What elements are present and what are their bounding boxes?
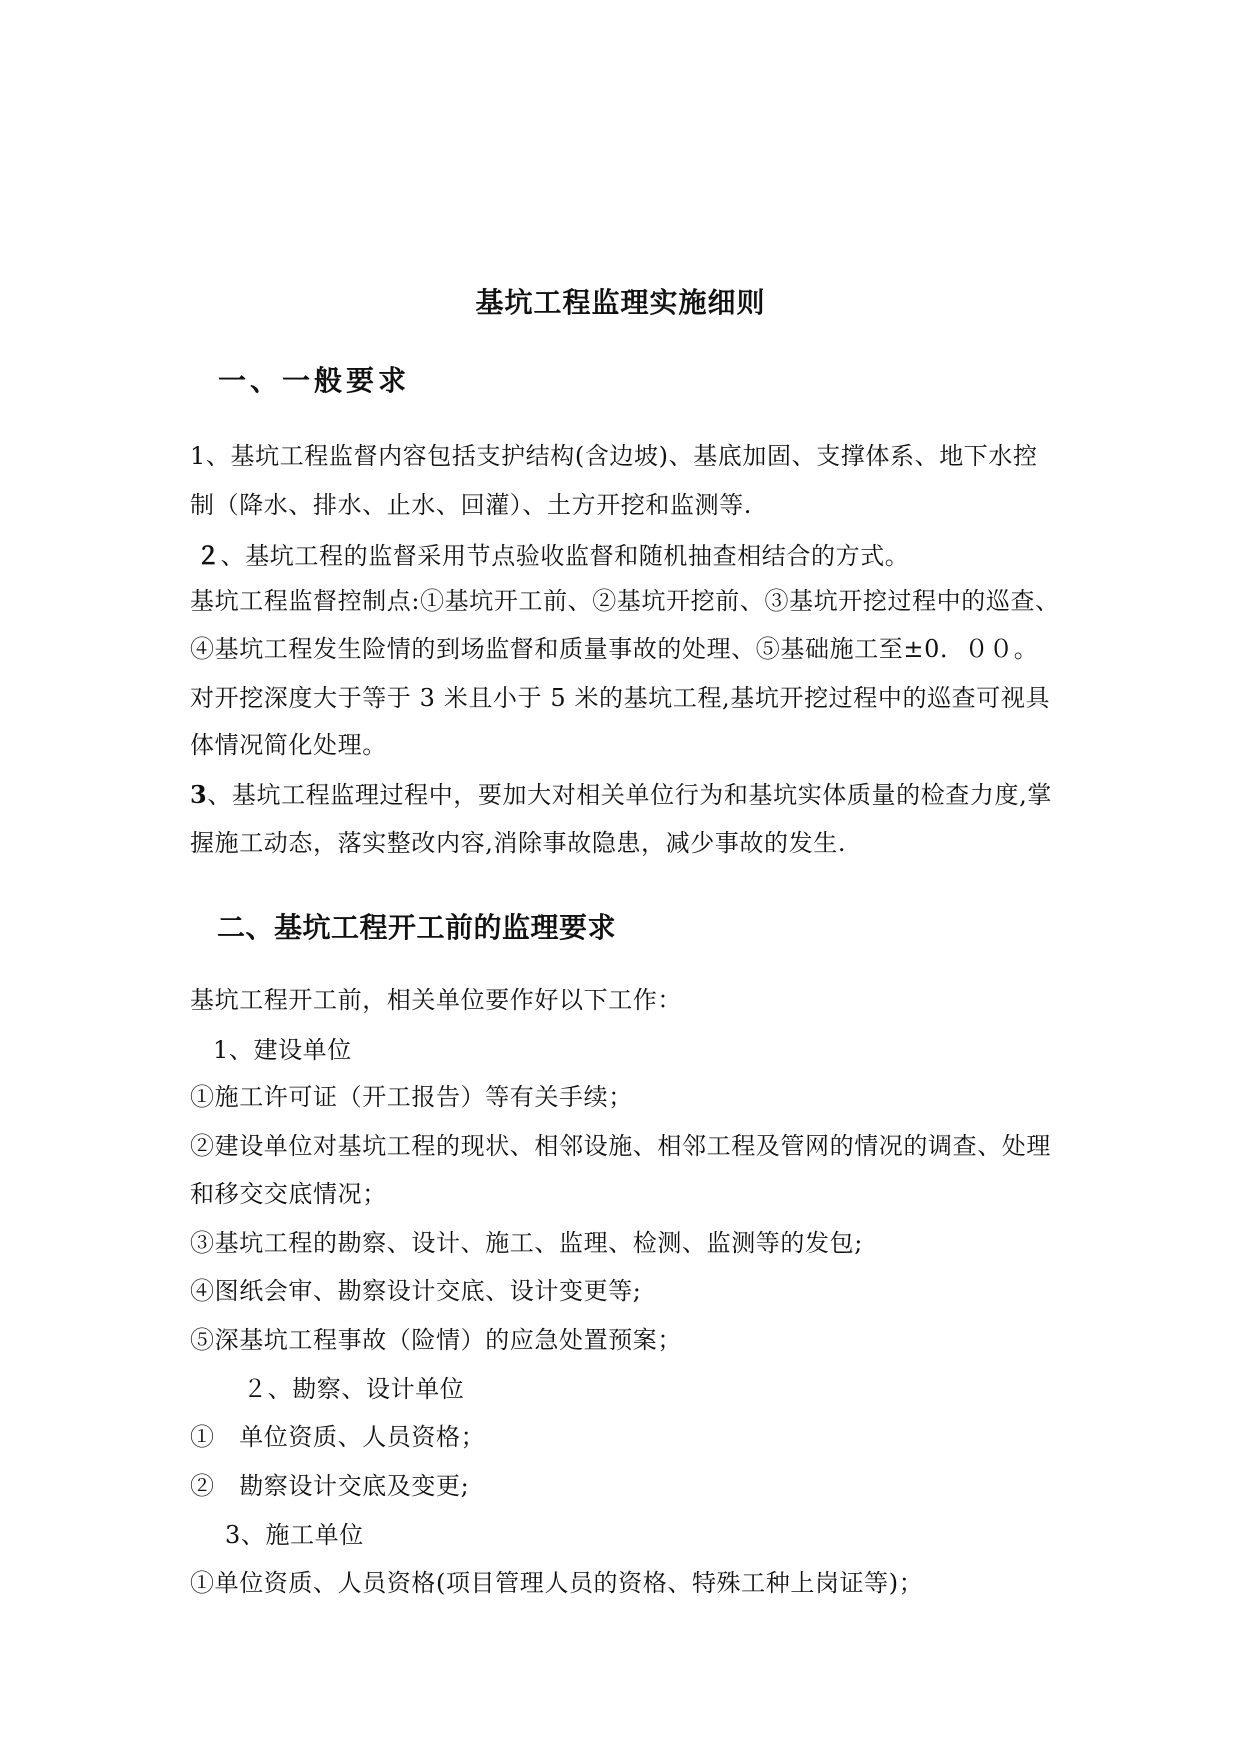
paragraph-line: ④基坑工程发生险情的到场监督和质量事故的处理、⑤基础施工至±0．００。: [190, 635, 1039, 663]
item-number: ２: [196, 541, 221, 570]
paragraph-line: [190, 780, 1052, 810]
paragraph-line: [196, 541, 909, 571]
list-item: ④图纸会审、勘察设计交底、设计变更等;: [190, 1277, 642, 1305]
item-text: 、基坑工程的监督采用节点验收监督和随机抽查相结合的方式。: [220, 542, 910, 570]
unit-label: 1、建设单位: [213, 1036, 352, 1064]
paragraph-line: 基坑工程开工前，相关单位要作好以下工作：: [190, 986, 682, 1014]
paragraph-line: 1、基坑工程监督内容包括支护结构(含边坡)、基底加固、支撑体系、地下水控: [190, 442, 1038, 470]
list-item: ①单位资质、人员资格(项目管理人员的资格、特殊工种上岗证等)；: [190, 1569, 924, 1597]
paragraph-line: 握施工动态，落实整改内容,消除事故隐患，减少事故的发生.: [190, 829, 847, 857]
section-heading-pre-construction: 二、基坑工程开工前的监理要求: [217, 911, 617, 944]
list-item: ②建设单位对基坑工程的现状、相邻设施、相邻工程及管网的情况的调查、处理: [190, 1132, 1051, 1160]
list-item: 和移交交底情况；: [190, 1180, 387, 1208]
paragraph-line: 基坑工程监督控制点:①基坑开工前、②基坑开挖前、③基坑开挖过程中的巡查、: [190, 587, 1060, 615]
paragraph-line: 体情况简化处理。: [190, 731, 387, 759]
list-item: ③基坑工程的勘察、设计、施工、监理、检测、监测等的发包;: [190, 1229, 863, 1257]
paragraph-line: 制（降水、排水、止水、回灌）、土方开挖和监测等.: [190, 491, 753, 519]
list-item: ① 单位资质、人员资格；: [190, 1423, 486, 1451]
paragraph-line: 对开挖深度大于等于 3 米且小于 5 米的基坑工程,基坑开挖过程中的巡查可视具: [190, 684, 1051, 712]
list-item: ①施工许可证（开工报告）等有关手续；: [190, 1083, 633, 1111]
item-text: 、基坑工程监理过程中，要加大对相关单位行为和基坑实体质量的检查力度,掌: [207, 781, 1052, 809]
item-number: 3: [190, 780, 208, 809]
list-item: ② 勘察设计交底及变更;: [190, 1472, 470, 1500]
unit-label: 3、施工单位: [225, 1521, 364, 1549]
document-title: 基坑工程监理实施细则: [475, 286, 766, 319]
list-item: ⑤深基坑工程事故（险情）的应急处置预案；: [190, 1326, 682, 1354]
unit-label: ２、勘察、设计单位: [243, 1375, 465, 1403]
section-heading-general-requirements: 一、一般要求: [218, 364, 411, 397]
